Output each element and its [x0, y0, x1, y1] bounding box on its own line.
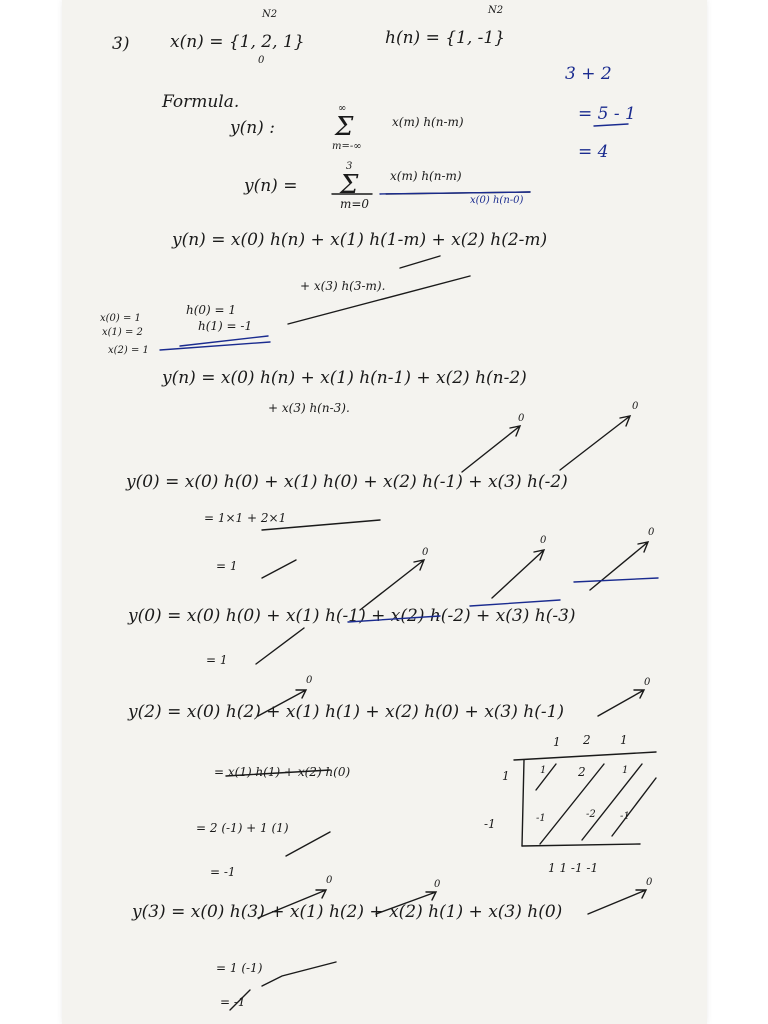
grid-side-h1: -1 [484, 817, 496, 831]
grid-top-x2: 1 [620, 733, 628, 747]
y3-step: = 1 (-1) [216, 961, 263, 975]
y3-zero-mark-1: 0 [326, 875, 333, 886]
grid-cell-2-3: -1 [620, 811, 630, 822]
length-result: = 4 [578, 142, 609, 162]
formula-term: x(m) h(n-m) [392, 115, 464, 129]
sigma2-upper-limit: 3 [346, 161, 353, 172]
y1-line: y(0) = x(0) h(0) + x(1) h(-1) + x(2) h(-2) + x(3) h(-3) [128, 606, 576, 626]
y0-step-1: = 1×1 + 2×1 [204, 511, 287, 525]
sigma-lower-limit: m=-∞ [332, 141, 362, 152]
grid-side-h0: 1 [502, 769, 510, 783]
grid-cell-1-2: 2 [578, 765, 586, 779]
yn-general-line-1: y(n) = x(0) h(n) + x(1) h(n-1) + x(2) h(n-2) [162, 368, 527, 388]
x1-value: x(1) = 2 [102, 327, 143, 338]
x-origin-marker: 0 [258, 55, 265, 66]
h-sequence: h(n) = {1, -1} [385, 28, 506, 48]
y1-zero-mark-3: 0 [648, 527, 655, 538]
x-length-note: N2 [262, 9, 278, 20]
grid-cell-2-1: -1 [536, 813, 546, 824]
grid-cell-1-1: 1 [540, 765, 547, 776]
expansion-line-2: + x(3) h(3-m). [300, 279, 386, 293]
grid-top-x1: 2 [583, 733, 591, 747]
y1-zero-mark-2: 0 [540, 535, 547, 546]
grid-cell-1-3: 1 [622, 765, 629, 776]
y1-zero-mark-1: 0 [422, 547, 429, 558]
formula2-lhs: y(n) = [244, 176, 298, 196]
formula2-note: x(0) h(n-0) [470, 195, 524, 206]
x2-value: x(2) = 1 [108, 345, 149, 356]
y0-step-2: = 1 [216, 559, 238, 573]
y0-zero-mark-1: 0 [518, 413, 525, 424]
y2-line: y(2) = x(0) h(2) + x(1) h(1) + x(2) h(0) + x(3) h(-1) [128, 702, 565, 722]
y2-result: = -1 [210, 865, 236, 879]
h0-value: h(0) = 1 [186, 303, 237, 317]
expansion-line-1: y(n) = x(0) h(n) + x(1) h(1-m) + x(2) h(2-m) [172, 230, 548, 250]
y1-result: = 1 [206, 653, 228, 667]
problem-number: 3) [112, 34, 130, 54]
y2-step-crossed: = x(1) h(1) + x(2) h(0) [214, 765, 351, 779]
sigma-upper-limit: ∞ [338, 103, 347, 114]
y3-zero-mark-2: 0 [434, 879, 441, 890]
length-sum: 3 + 2 [565, 64, 612, 84]
notebook-page [62, 0, 707, 1024]
grid-top-x0: 1 [553, 735, 561, 749]
y0-zero-mark-2: 0 [632, 401, 639, 412]
x-sequence: x(n) = {1, 2, 1} [170, 32, 305, 52]
y2-zero-mark-2: 0 [644, 677, 651, 688]
h-length-note: N2 [488, 5, 504, 16]
formula-lhs: y(n) : [230, 118, 275, 138]
formula-label: Formula. [162, 92, 240, 112]
h1-value: h(1) = -1 [198, 319, 253, 333]
sigma2-symbol: Σ [340, 170, 359, 200]
sigma2-lower-limit: m=0 [340, 197, 370, 211]
yn-general-line-2: + x(3) h(n-3). [268, 401, 350, 415]
x0-value: x(0) = 1 [100, 313, 141, 324]
y3-line: y(3) = x(0) h(3) + x(1) h(2) + x(2) h(1) + x(3) h(0) [132, 902, 563, 922]
y0-first-line: y(0) = x(0) h(0) + x(1) h(0) + x(2) h(-1) + x(3) h(-2) [126, 472, 568, 492]
y3-result: = -1 [220, 995, 246, 1009]
y3-zero-mark-3: 0 [646, 877, 653, 888]
formula2-term: x(m) h(n-m) [390, 169, 462, 183]
grid-result-row: 1 1 -1 -1 [548, 861, 599, 875]
sigma-symbol: Σ [335, 112, 354, 142]
length-subtract: = 5 - 1 [578, 104, 636, 124]
grid-cell-2-2: -2 [586, 809, 596, 820]
y2-step: = 2 (-1) + 1 (1) [196, 821, 289, 835]
y2-zero-mark-1: 0 [306, 675, 313, 686]
